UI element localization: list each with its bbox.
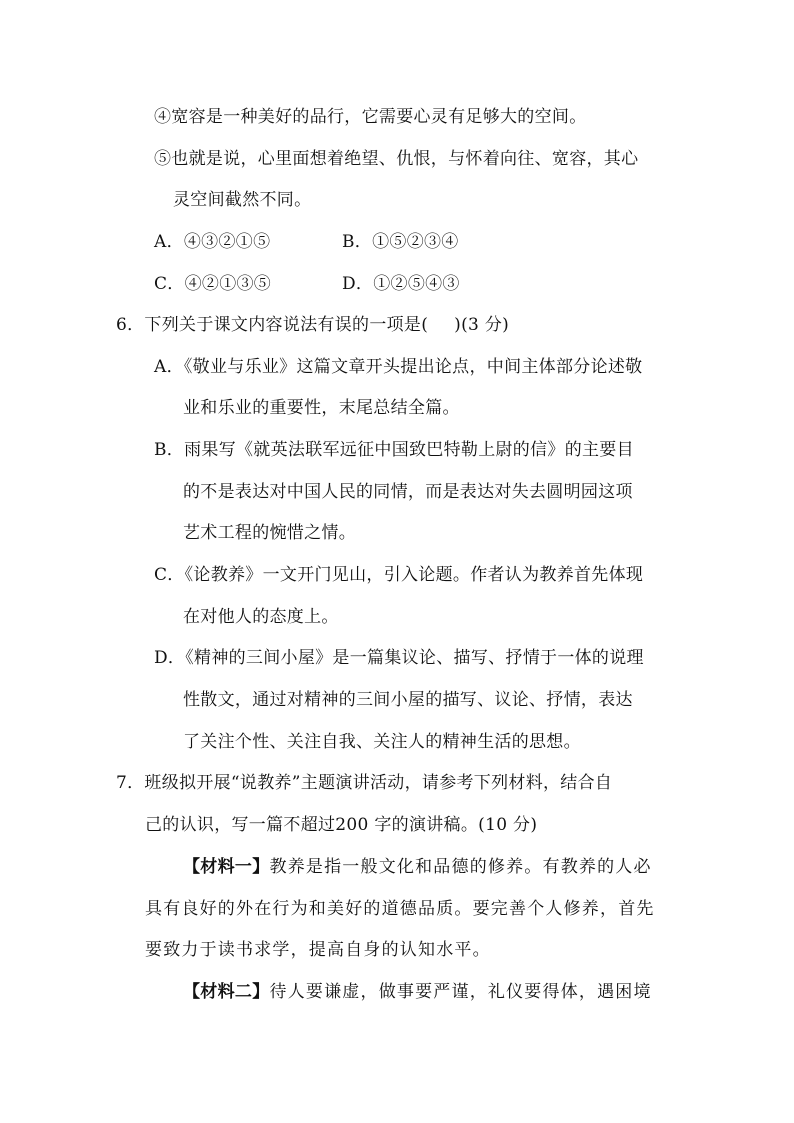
q6-option-b-line2: 的不是表达对中国人民的同情，而是表达对失去圆明园这项	[183, 482, 633, 502]
q6-stem-score: )(3 分)	[454, 315, 510, 335]
material-2-text: 待人要谦虚，做事要严谨，礼仪要得体，遇困境	[269, 982, 652, 1002]
q6-option-b-line3: 艺术工程的惋惜之情。	[183, 523, 356, 543]
q5-sentence-5-line1: ⑤也就是说，心里面想着绝望、仇恨，与怀着向往、宽容，其心	[154, 149, 639, 169]
q5-sentence-5-line2: 灵空间截然不同。	[173, 190, 312, 210]
q7-stem-line2: 己的认识，写一篇不超过200 字的演讲稿。(10 分)	[145, 815, 538, 835]
q7-material-1-line2: 具有良好的外在行为和美好的道德品质。要完善个人修养，首先	[145, 899, 655, 919]
q7-stem-line1: 7．班级拟开展“说教养”主题演讲活动，请参考下列材料，结合自	[116, 773, 613, 793]
material-1-label: 【材料一】	[183, 857, 270, 877]
q6-option-a-line1: A．《敬业与乐业》这篇文章开头提出论点，中间主体部分论述敬	[154, 357, 643, 377]
q6-option-a-line2: 业和乐业的重要性，末尾总结全篇。	[183, 398, 460, 418]
material-2-label: 【材料二】	[183, 982, 270, 1002]
q6-stem	[116, 313, 509, 337]
q6-option-c-line2: 在对他人的态度上。	[183, 607, 339, 627]
material-1-text: 教养是指一般文化和品德的修养。有教养的人必	[269, 857, 652, 877]
q7-material-2-line1	[183, 980, 652, 1004]
q6-option-d-line1: D．《精神的三间小屋》是一篇集议论、描写、抒情于一体的说理	[154, 648, 644, 668]
q5-option-d: D．①②⑤④③	[342, 274, 460, 294]
q7-material-1-line3: 要致力于读书求学，提高自身的认知水平。	[145, 940, 491, 960]
q6-option-d-line2: 性散文，通过对精神的三间小屋的描写、议论、抒情，表达	[183, 690, 633, 710]
q6-option-b-line1: B．雨果写《就英法联军远征中国致巴特勒上尉的信》的主要目	[154, 440, 634, 460]
q6-stem-text: 6．下列关于课文内容说法有误的一项是(	[116, 315, 429, 335]
q6-option-c-line1: C．《论教养》一文开门见山，引入论题。作者认为教养首先体现	[154, 565, 644, 585]
q6-option-d-line3: 了关注个性、关注自我、关注人的精神生活的思想。	[183, 732, 581, 752]
q5-option-b: B．①⑤②③④	[342, 232, 459, 252]
q5-option-a: A．④③②①⑤	[154, 232, 271, 252]
q7-material-1-line1	[183, 855, 652, 879]
q5-option-c: C．④②①③⑤	[154, 274, 272, 294]
q5-sentence-4: ④宽容是一种美好的品行，它需要心灵有足够大的空间。	[154, 107, 587, 127]
